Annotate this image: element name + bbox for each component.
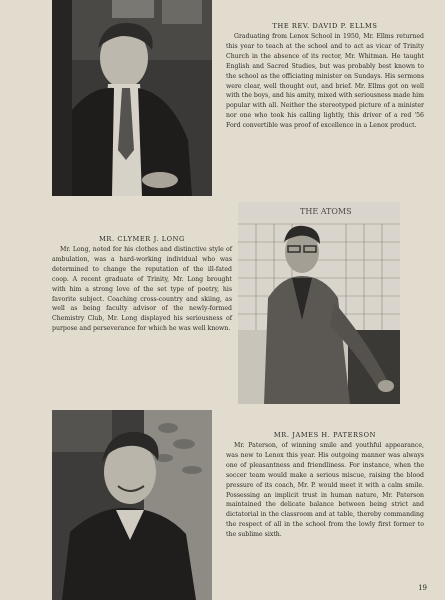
portrait-long [238, 202, 400, 404]
portrait-ellms [52, 0, 212, 196]
bio-text: Mr. Paterson, of winning smile and youthful appearance, was new to Lenox this year. His outgoing manner was always one of pleasantness and friendliness. For instance, when the soccer team would make a serious miscue, raising the blood pressure of its coach, Mr. P. would meet it with a calm smile. Possessing an implicit trust in human nature, Mr. Paterson maintained the delicate balance between being strict and dictatorial in the classroom and at table, thereby commanding the respect of all in the school from the lowly first former to the sublime sixth. [226, 442, 424, 539]
name-heading: MR. JAMES H. PATERSON [273, 431, 377, 439]
name-heading: MR. CLYMER J. LONG [99, 235, 185, 243]
chart-heading: THE ATOMS [300, 207, 352, 216]
entry-long [52, 235, 232, 334]
bio-text: Mr. Long, noted for his clothes and distinctive style of ambulation, was a hard-working individual who was determined to change the reputation of the ill-fated coop. A recent graduate of Trinity, Mr. Long brought with him a strong love of the set type of poetry, his favorite subject. Coaching cross-country and skiing, as well as being faculty advisor of the newly-formed Chemistry Club, Mr. Long displayed his seriousness of purpose and perseverance for which he was well known. [52, 246, 232, 333]
entry-paterson [226, 431, 424, 540]
entry-ellms [226, 22, 424, 131]
bio-text: Graduating from Lenox School in 1950, Mr. Ellms returned this year to teach at the school and to act as vicar of Trinity Church in the absence of its rector, Mr. Whitman. He taught English and Sacred Studies, but was probably best known to the school as the officiating minister on Sundays. His sermons were clear, well thought out, and brief. Mr. Ellms got on well with the boys, and his amity, mixed with seriousness made him popular with all. Neither the stereotyped picture of a minister nor one who took his calling lightly, this driver of a red '56 Ford convertible was proof of excellence in a Lenox product. [226, 33, 424, 130]
name-heading: THE REV. DAVID P. ELLMS [272, 22, 378, 30]
page-number: 19 [418, 584, 427, 592]
portrait-paterson [52, 410, 212, 600]
